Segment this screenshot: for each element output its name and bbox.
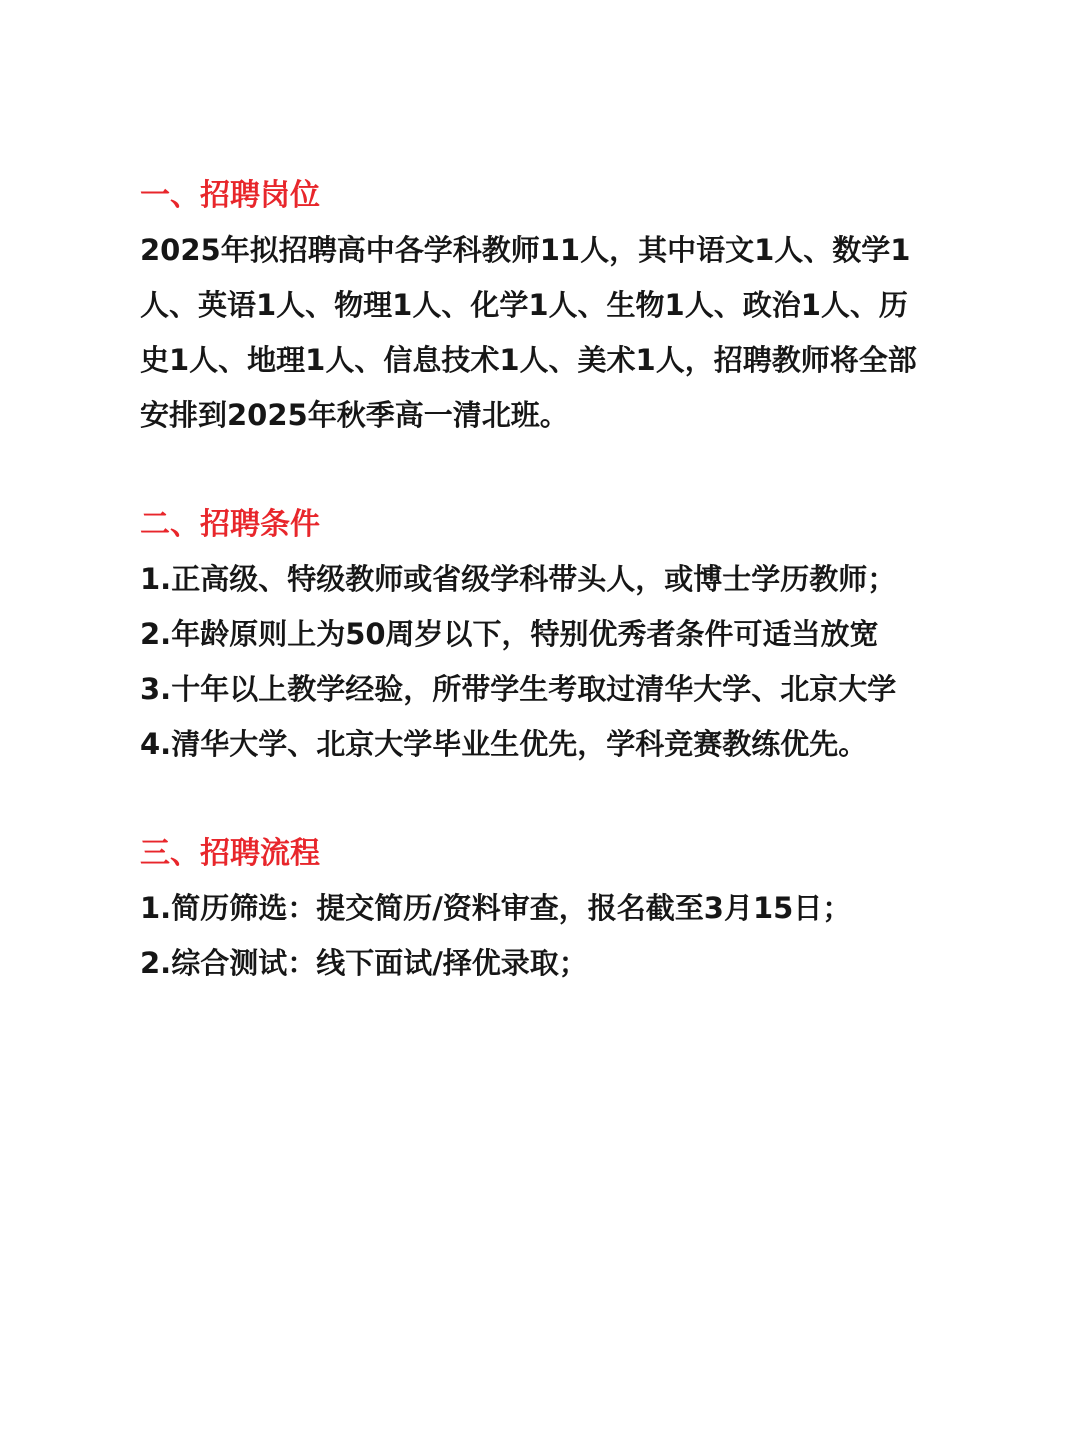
section-title-process: 三、招聘流程 — [140, 836, 320, 871]
positions-text-line: 安排到2025年秋季高一清北班。 — [140, 398, 569, 432]
requirement-item: 3.十年以上教学经验，所带学生考取过清华大学、北京大学 — [140, 672, 897, 706]
positions-text-line: 2025年拟招聘高中各学科教师11人，其中语文1人、数学1 — [140, 233, 911, 267]
section-title-positions: 一、招聘岗位 — [140, 178, 320, 213]
requirement-item: 2.年龄原则上为50周岁以下，特别优秀者条件可适当放宽 — [140, 617, 879, 651]
process-step: 2.综合测试：线下面试/择优录取； — [140, 946, 588, 980]
positions-text-line: 史1人、地理1人、信息技术1人、美术1人，招聘教师将全部 — [140, 343, 917, 377]
section-process — [140, 826, 960, 991]
section-title-requirements: 二、招聘条件 — [140, 507, 320, 542]
requirement-item: 4.清华大学、北京大学毕业生优先，学科竞赛教练优先。 — [140, 727, 868, 761]
section-requirements — [140, 497, 960, 772]
requirement-item: 1.正高级、特级教师或省级学科带头人，或博士学历教师； — [140, 562, 897, 596]
positions-text-line: 人、英语1人、物理1人、化学1人、生物1人、政治1人、历 — [140, 288, 908, 322]
recruitment-notice — [140, 168, 960, 991]
process-step: 1.简历筛选：提交简历/资料审查，报名截至3月15日； — [140, 891, 852, 925]
section-positions — [140, 168, 960, 443]
